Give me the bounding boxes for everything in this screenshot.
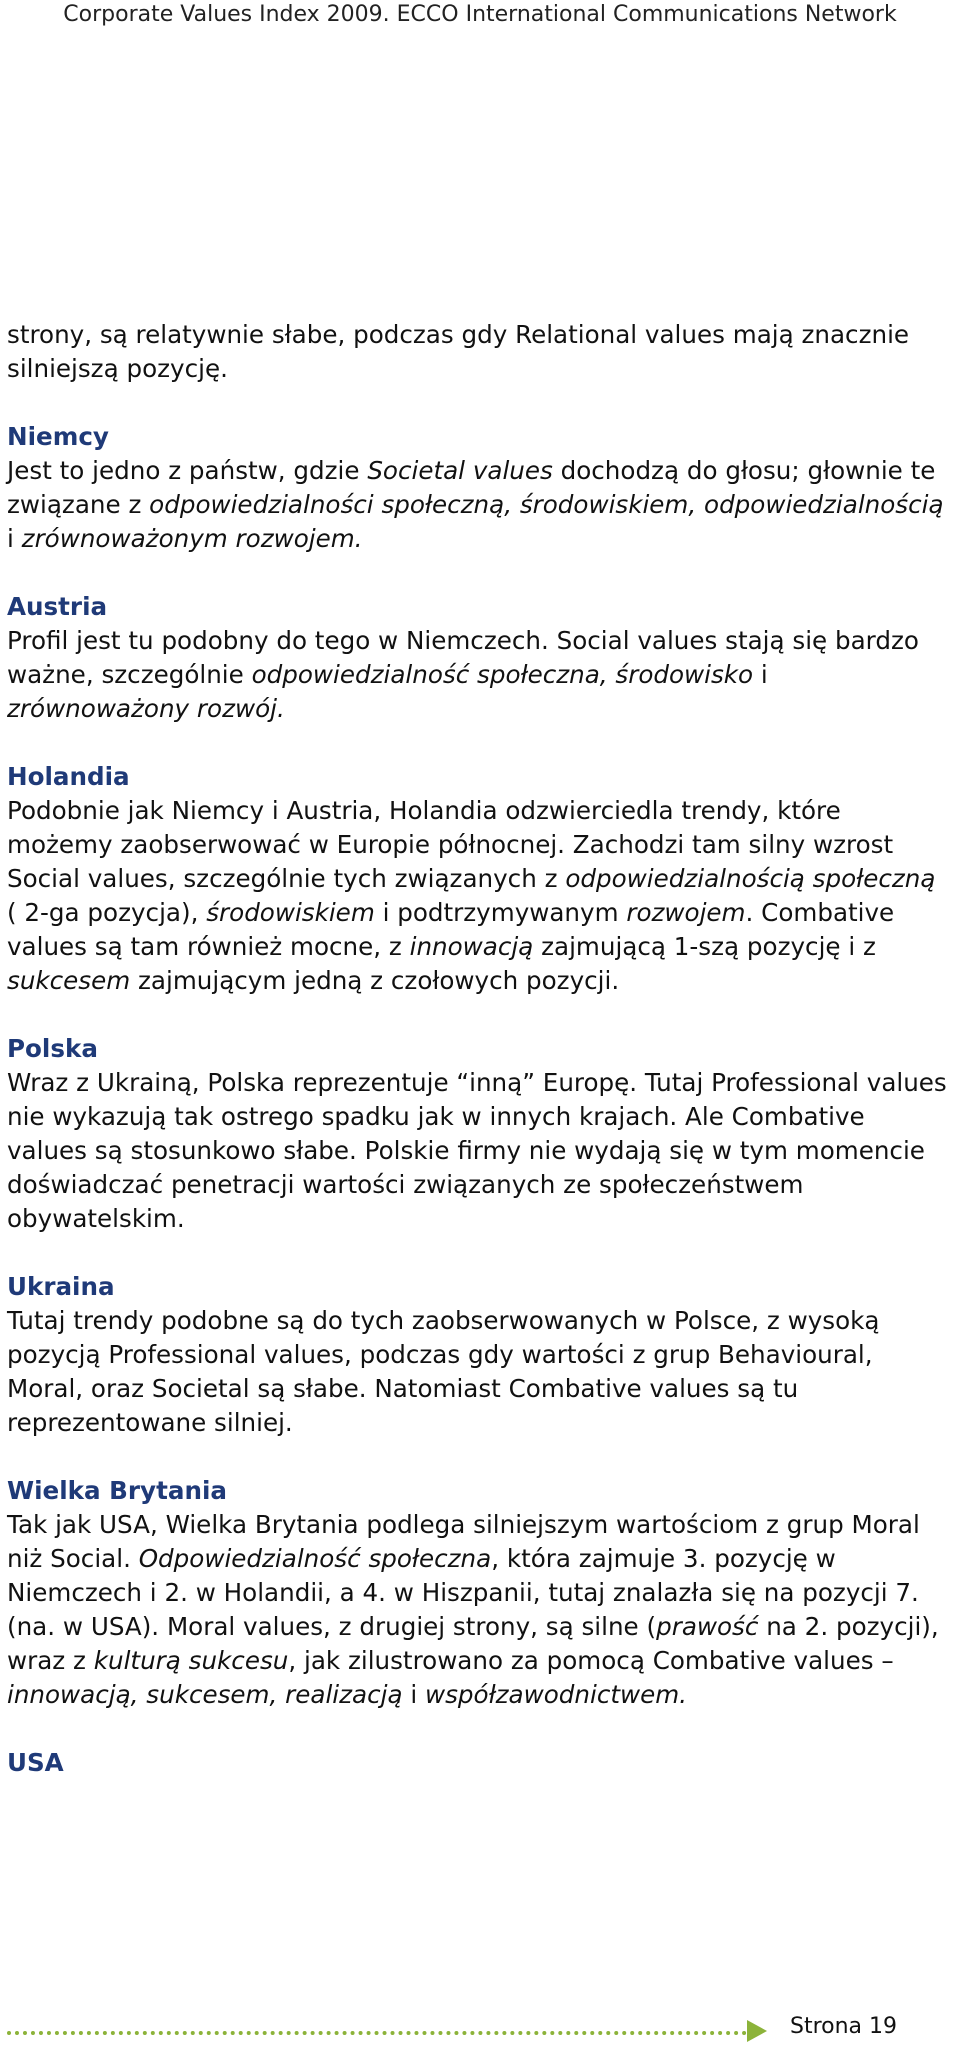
body-text: i <box>7 524 22 553</box>
body-text: Jest to jedno z państw, gdzie <box>7 456 368 485</box>
emphasis-text: zrównoważonym rozwojem. <box>21 524 363 553</box>
document-header <box>0 0 960 36</box>
body-text: Podobnie jak Niemcy i Austria, Holandia odzwierciedla trendy, które możemy zaobserwować w Europie północnej. Zachodzi tam silny wzrost Social values, szczególnie tych związanych z <box>7 796 894 893</box>
country-section <box>7 1474 952 1712</box>
body-text: i podtrzymywanym <box>374 898 627 927</box>
body-text: , która zajmuje 3. pozycję w Niemczech i 2. w Holandii, a 4. w Hiszpanii, tutaj znalazła się na pozycji 7. (na. w USA). Moral values, z drugiej strony, są silne ( <box>7 1544 919 1641</box>
footer-arrow-icon <box>747 2020 767 2042</box>
emphasis-text: odpowiedzialność społeczna, środowisko <box>251 660 754 689</box>
country-section <box>7 420 952 556</box>
emphasis-text: kulturą sukcesu <box>93 1646 289 1675</box>
section-paragraph <box>7 624 952 726</box>
page-footer <box>0 2008 960 2044</box>
body-text: Tak jak USA, Wielka Brytania podlega silniejszym wartościom z grup Moral niż Social. <box>7 1510 920 1573</box>
sections-container <box>7 420 952 1780</box>
body-text: i <box>402 1680 425 1709</box>
section-heading: Niemcy <box>7 422 109 451</box>
page-number-label: Strona 19 <box>790 2014 898 2039</box>
section-paragraph <box>7 454 952 556</box>
country-section <box>7 1032 952 1236</box>
body-text: Tutaj trendy podobne są do tych zaobserwowanych w Polsce, z wysoką pozycją Professional values, podczas gdy wartości z grup Behavioural, Moral, oraz Societal są słabe. Natomiast Combative values są tu reprezentowane silniej. <box>7 1306 880 1437</box>
footer-dotted-rule <box>7 2031 747 2035</box>
section-paragraph <box>7 1066 952 1236</box>
section-heading: Ukraina <box>7 1272 115 1301</box>
emphasis-text: innowacją, sukcesem, realizacją <box>7 1680 403 1709</box>
section-heading: Polska <box>7 1034 98 1063</box>
body-text: zajmującą 1-szą pozycję i z <box>533 932 876 961</box>
emphasis-text: zrównoważony rozwój. <box>7 694 285 723</box>
body-text: . Combative values są tam również mocne, z <box>7 898 895 961</box>
emphasis-text: Societal values <box>367 456 553 485</box>
section-heading: Austria <box>7 592 108 621</box>
country-section <box>7 590 952 726</box>
body-text: i <box>753 660 768 689</box>
document-header-title: Corporate Values Index 2009. ECCO International Communications Network <box>63 2 897 27</box>
emphasis-text: odpowiedzialnością społeczną <box>565 864 936 893</box>
body-text: Wraz z Ukrainą, Polska reprezentuje “inną” Europę. Tutaj Professional values nie wykazują tak ostrego spadku jak w innych krajach. Ale Combative values są stosunkowo słabe. Polskie firmy nie wydają się w tym momencie doświadczać penetracji wartości związanych ze społeczeństwem obywatelskim. <box>7 1068 947 1233</box>
country-section <box>7 760 952 998</box>
body-text: zajmującym jedną z czołowych pozycji. <box>130 966 620 995</box>
intro-paragraph <box>7 318 952 386</box>
emphasis-text: prawość <box>656 1612 759 1641</box>
section-heading: USA <box>7 1748 64 1777</box>
emphasis-text: sukcesem <box>7 966 131 995</box>
body-text: strony, są relatywnie słabe, podczas gdy Relational values mają znacznie silniejszą pozycję. <box>7 320 910 383</box>
emphasis-text: środowiskiem <box>206 898 375 927</box>
emphasis-text: współzawodnictwem. <box>425 1680 688 1709</box>
country-section <box>7 1270 952 1440</box>
section-heading: Holandia <box>7 762 130 791</box>
emphasis-text: odpowiedzialności społeczną, środowiskiem, odpowiedzialnością <box>149 490 944 519</box>
emphasis-text: innowacją <box>409 932 534 961</box>
emphasis-text: rozwojem <box>626 898 746 927</box>
section-paragraph <box>7 794 952 998</box>
country-section <box>7 1746 952 1780</box>
body-text: na 2. pozycji), wraz z <box>7 1612 939 1675</box>
section-heading: Wielka Brytania <box>7 1476 227 1505</box>
emphasis-text: Odpowiedzialność społeczna <box>138 1544 492 1573</box>
body-text: Profil jest tu podobny do tego w Niemczech. Social values stają się bardzo ważne, szczególnie <box>7 626 919 689</box>
body-text: , jak zilustrowano za pomocą Combative values – <box>288 1646 894 1675</box>
section-paragraph <box>7 1304 952 1440</box>
document-body <box>7 318 952 1780</box>
body-text: ( 2-ga pozycja), <box>7 898 207 927</box>
body-text: dochodzą do głosu; głownie te związane z <box>7 456 936 519</box>
section-paragraph <box>7 1508 952 1712</box>
